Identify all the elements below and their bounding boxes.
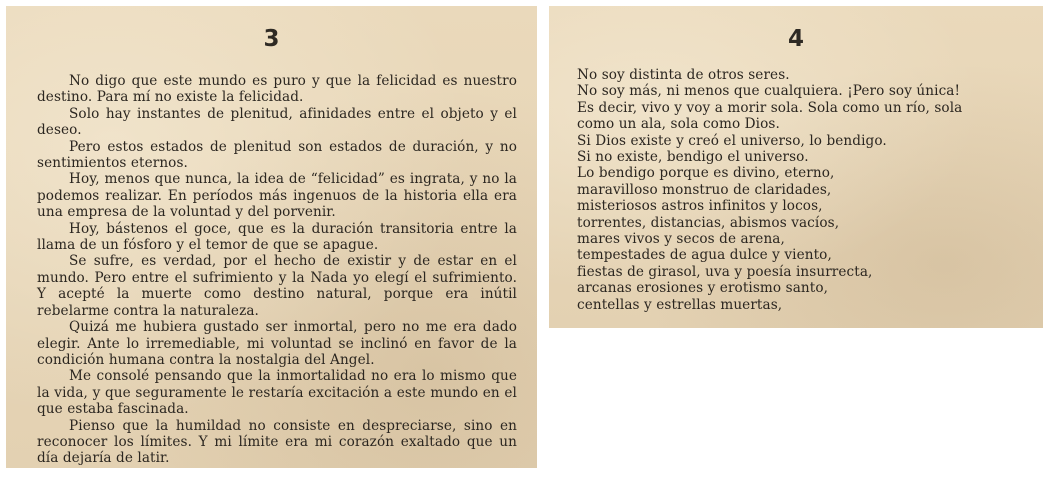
paragraph: Me consolé pensando que la inmortalidad no era lo mismo que la vida, y que seguramente le restaría excitación a este mundo en el que estaba fascinada. <box>37 368 517 418</box>
paragraph: Solo hay instantes de plenitud, afinidades entre el objeto y el deseo. <box>37 105 517 139</box>
paragraph: Pienso que la humildad no consiste en despreciarse, sino en reconocer los límites. Y mi límite era mi corazón exaltado que un día dejaría de latir. <box>37 417 517 467</box>
prose-text-block <box>37 73 517 467</box>
page-number: 4 <box>787 26 804 52</box>
poem-line: misteriosos astros infinitos y locos, <box>577 198 823 215</box>
poem-line: Si no existe, bendigo el universo. <box>577 149 809 166</box>
poem-line: Es decir, vivo y voy a morir sola. Sola como un río, sola <box>577 99 963 116</box>
poem-line: mares vivos y secos de arena, <box>577 231 785 248</box>
poem-line: torrentes, distancias, abismos vacíos, <box>577 214 840 231</box>
paragraph: Pero estos estados de plenitud son estados de duración, y no sentimientos eternos. <box>37 138 517 172</box>
poem-line: Lo bendigo porque es divino, eterno, <box>577 165 835 182</box>
poem-line: maravilloso monstruo de claridades, <box>577 181 832 198</box>
poem-line: como un ala, sola como Dios. <box>577 116 780 133</box>
poem-line: No soy más, ni menos que cualquiera. ¡Pero soy única! <box>577 83 961 100</box>
paragraph: Quizá me hubiera gustado ser inmortal, pero no me era dado elegir. Ante lo irremediable, mi voluntad se inclinó en favor de la condición humana contra la nostalgia del Angel. <box>37 319 517 368</box>
paragraph: No digo que este mundo es puro y que la felicidad es nuestro destino. Para mí no existe la felicidad. <box>37 73 517 106</box>
poem-line: No soy distinta de otros seres. <box>577 67 790 83</box>
paragraph: Se sufre, es verdad, por el hecho de existir y de estar en el mundo. Pero entre el sufrimiento y la Nada yo elegí el sufrimiento. Y acepté la muerte como destino natural, porque era inútil rebelarme contra la naturaleza. <box>37 253 517 319</box>
poem-text-block <box>577 67 1027 313</box>
poem-line: centellas y estrellas muertas, <box>577 296 783 313</box>
poem-line: fiestas de girasol, uva y poesía insurrecta, <box>577 263 873 280</box>
right-page <box>549 6 1043 328</box>
paragraph: Hoy, bástenos el goce, que es la duración transitoria entre la llama de un fósforo y el temor de que se apague. <box>37 220 517 254</box>
poem-line: tempestades de agua dulce y viento, <box>577 247 832 264</box>
poem-line: Si Dios existe y creó el universo, lo bendigo. <box>577 132 887 149</box>
paragraph: Hoy, menos que nunca, la idea de “felicidad” es ingrata, y no la podemos realizar. En períodos más ingenuos de la historia ella era una empresa de la voluntad y del porvenir. <box>37 171 517 221</box>
page-number: 3 <box>263 26 280 52</box>
poem-line: arcanas erosiones y erotismo santo, <box>577 280 829 297</box>
left-page <box>6 6 537 468</box>
